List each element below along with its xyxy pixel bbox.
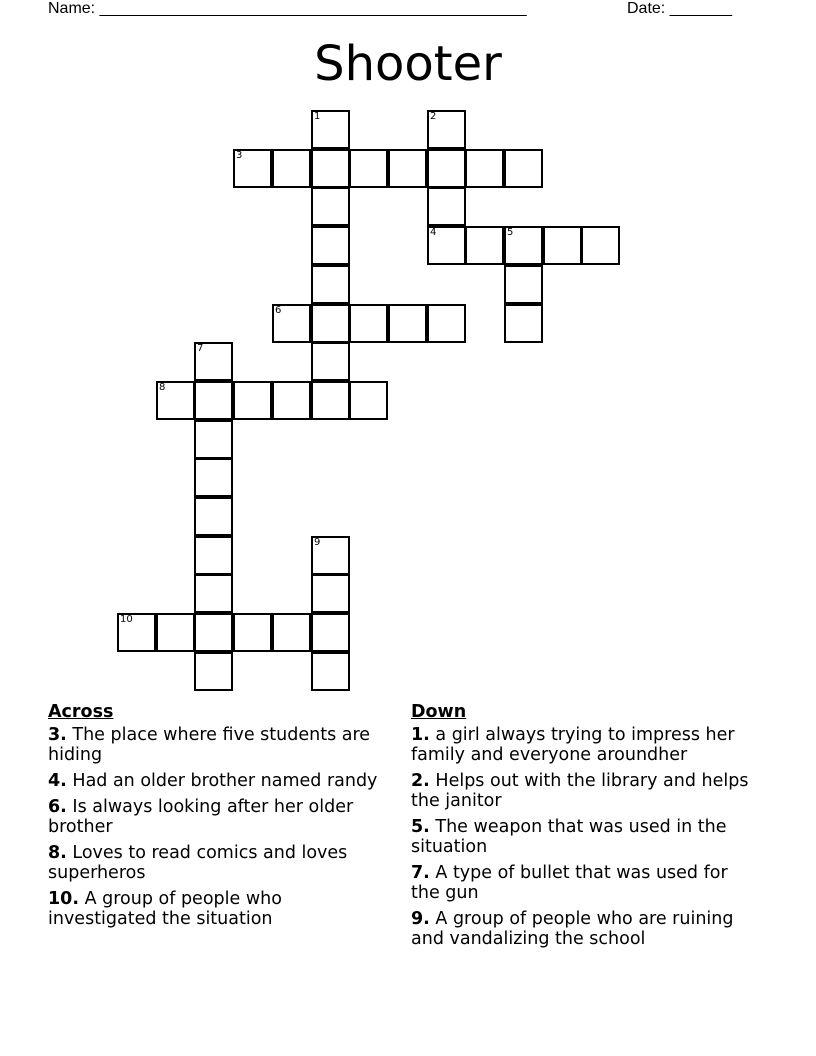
clue-text: The weapon that was used in the situation — [411, 817, 727, 857]
crossword-cell[interactable] — [194, 613, 233, 652]
crossword-cell[interactable] — [311, 110, 350, 149]
crossword-cell[interactable] — [504, 304, 543, 343]
clue-text: Helps out with the library and helps the janitor — [411, 771, 749, 811]
clue-item — [48, 725, 383, 765]
clue-number: 4. — [48, 771, 67, 791]
date-blank: _______ — [669, 0, 732, 17]
clue-text: Had an older brother named randy — [72, 771, 378, 791]
crossword-cell[interactable] — [194, 342, 233, 381]
crossword-cell[interactable] — [311, 226, 350, 265]
cell-number: 7 — [197, 343, 204, 354]
clue-item — [48, 771, 383, 791]
crossword-cell[interactable] — [349, 304, 388, 343]
clue-number: 7. — [411, 863, 430, 883]
crossword-cell[interactable] — [504, 265, 543, 304]
clue-number: 5. — [411, 817, 430, 837]
clue-text: Is always looking after her older brother — [48, 797, 354, 837]
crossword-cell[interactable] — [427, 226, 466, 265]
cell-number: 9 — [314, 537, 321, 548]
crossword-cell[interactable] — [233, 613, 272, 652]
crossword-cell[interactable] — [311, 381, 350, 420]
puzzle-title: Shooter — [314, 36, 502, 92]
cell-number: 5 — [507, 227, 514, 238]
clue-text: The place where five students are hiding — [48, 725, 371, 765]
clue-text: A group of people who are ruining and vandalizing the school — [411, 909, 734, 949]
clue-number: 1. — [411, 725, 430, 745]
crossword-cell[interactable] — [427, 110, 466, 149]
cell-number: 4 — [430, 227, 437, 238]
cell-number: 1 — [314, 111, 321, 122]
crossword-cell[interactable] — [465, 149, 504, 188]
clue-number: 6. — [48, 797, 67, 817]
crossword-cell[interactable] — [233, 149, 272, 188]
across-clues — [48, 702, 383, 935]
crossword-cell[interactable] — [311, 149, 350, 188]
crossword-cell[interactable] — [311, 342, 350, 381]
crossword-cell[interactable] — [311, 304, 350, 343]
down-heading: Down — [411, 702, 467, 722]
crossword-cell[interactable] — [194, 381, 233, 420]
clue-text: a girl always trying to impress her family and everyone aroundher — [411, 725, 735, 765]
clue-number: 2. — [411, 771, 430, 791]
crossword-cell[interactable] — [311, 536, 350, 575]
name-blank: ________________________________________________ — [99, 0, 527, 17]
clue-item — [48, 797, 383, 837]
cell-number: 6 — [275, 305, 282, 316]
cell-number: 3 — [236, 150, 243, 161]
name-label: Name: — [48, 0, 96, 17]
crossword-cell[interactable] — [349, 381, 388, 420]
clue-number: 3. — [48, 725, 67, 745]
cell-number: 8 — [159, 382, 166, 393]
crossword-cell[interactable] — [388, 149, 427, 188]
crossword-cell[interactable] — [311, 652, 350, 691]
clue-item — [411, 817, 756, 857]
crossword-cell[interactable] — [117, 613, 156, 652]
crossword-cell[interactable] — [194, 497, 233, 536]
crossword-cell[interactable] — [194, 574, 233, 613]
crossword-cell[interactable] — [581, 226, 620, 265]
clue-text: A group of people who investigated the situation — [48, 889, 282, 929]
cell-number: 10 — [120, 614, 133, 625]
crossword-cell[interactable] — [272, 613, 311, 652]
crossword-cell[interactable] — [504, 149, 543, 188]
crossword-cell[interactable] — [272, 304, 311, 343]
crossword-cell[interactable] — [272, 381, 311, 420]
clue-item — [411, 725, 756, 765]
crossword-cell[interactable] — [272, 149, 311, 188]
clue-number: 9. — [411, 909, 430, 929]
crossword-cell[interactable] — [349, 149, 388, 188]
clue-item — [411, 909, 756, 949]
clue-item — [48, 843, 383, 883]
crossword-cell[interactable] — [311, 613, 350, 652]
crossword-cell[interactable] — [311, 265, 350, 304]
clue-item — [411, 771, 756, 811]
clue-text: Loves to read comics and loves superheros — [48, 843, 348, 883]
cell-number: 2 — [430, 111, 437, 122]
crossword-cell[interactable] — [194, 652, 233, 691]
crossword-cell[interactable] — [504, 226, 543, 265]
crossword-cell[interactable] — [543, 226, 582, 265]
crossword-cell[interactable] — [465, 226, 504, 265]
clue-item — [411, 863, 756, 903]
crossword-cell[interactable] — [156, 381, 195, 420]
crossword-cell[interactable] — [311, 574, 350, 613]
crossword-cell[interactable] — [194, 536, 233, 575]
crossword-cell[interactable] — [388, 304, 427, 343]
clue-text: A type of bullet that was used for the gun — [411, 863, 728, 903]
clue-number: 10. — [48, 889, 80, 909]
down-clues — [411, 702, 756, 955]
clue-number: 8. — [48, 843, 67, 863]
crossword-cell[interactable] — [194, 458, 233, 497]
clue-item — [48, 889, 383, 929]
crossword-cell[interactable] — [427, 187, 466, 226]
crossword-cell[interactable] — [427, 149, 466, 188]
crossword-cell[interactable] — [311, 187, 350, 226]
crossword-cell[interactable] — [194, 420, 233, 459]
crossword-cell[interactable] — [427, 304, 466, 343]
crossword-cell[interactable] — [156, 613, 195, 652]
date-label: Date: — [627, 0, 666, 17]
crossword-cell[interactable] — [233, 381, 272, 420]
across-heading: Across — [48, 702, 114, 722]
